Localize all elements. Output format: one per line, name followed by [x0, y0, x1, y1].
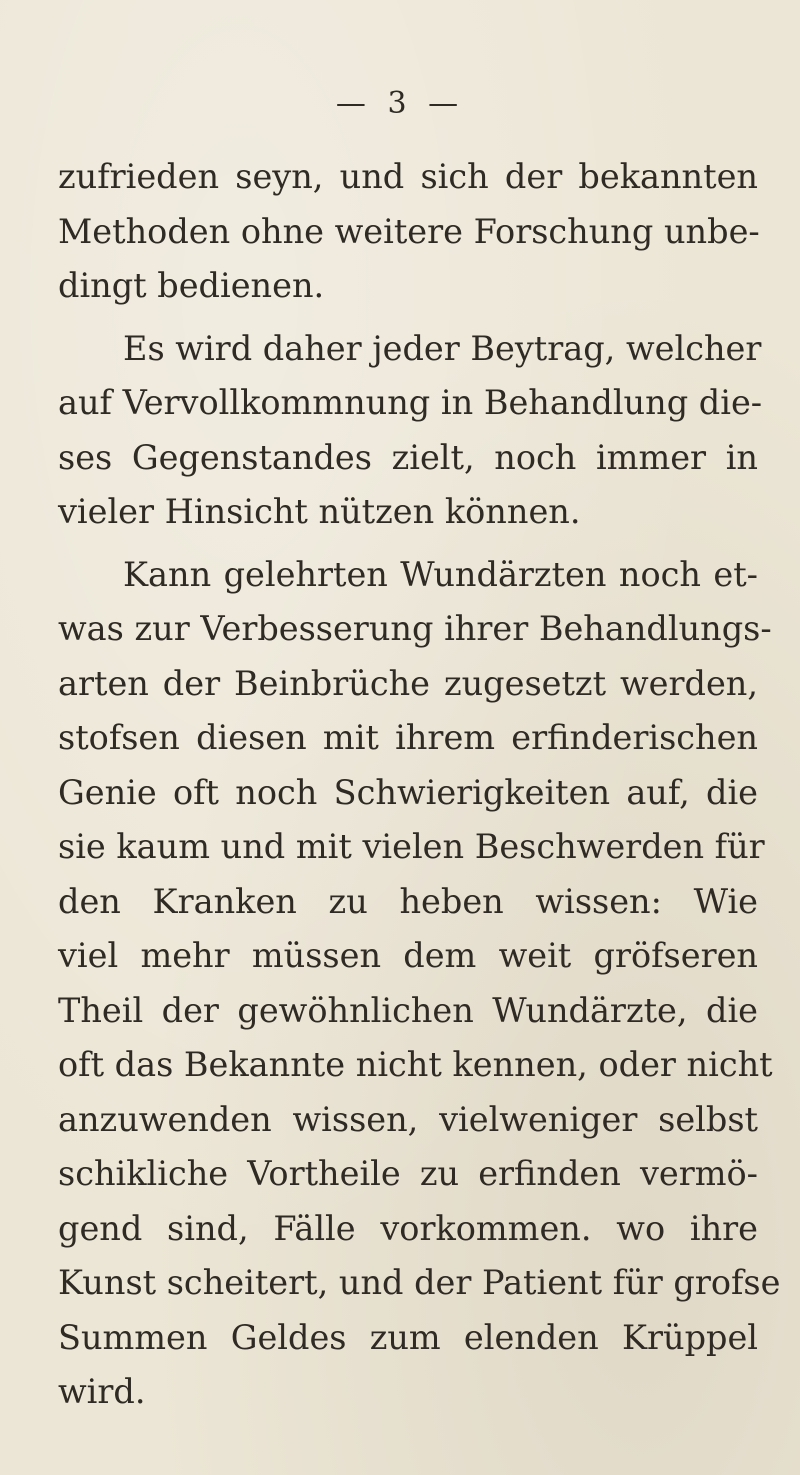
text-line: Theil der gewöhnlichen Wundärzte, die	[58, 990, 758, 1030]
text-line: gend sind, Fälle vorkommen. wo ihre	[58, 1208, 758, 1248]
text-line: sie kaum und mit vielen Beschwerden für	[58, 827, 765, 866]
text-line: stofsen diesen mit ihrem erfinderischen	[58, 718, 758, 757]
text-line: anzuwenden wissen, vielweniger selbst	[58, 1099, 758, 1139]
text-line: zufrieden seyn, und sich der bekannten	[58, 157, 758, 196]
text-line: wird.	[58, 1372, 146, 1411]
paragraph-3	[58, 548, 781, 1420]
paragraph-2	[58, 322, 763, 540]
text-line: was zur Verbesserung ihrer Behandlungs-	[58, 609, 772, 648]
text-line: arten der Beinbrüche zugesetzt werden,	[58, 663, 758, 703]
page-number: — 3 —	[335, 86, 465, 121]
paragraph-1	[58, 150, 758, 314]
text-line: oft das Bekannte nicht kennen, oder nicht	[58, 1045, 773, 1084]
body-text	[58, 150, 781, 1420]
text-line: Genie oft noch Schwierigkeiten auf, die	[58, 772, 758, 812]
text-line: Methoden ohne weitere Forschung unbe-	[58, 211, 760, 251]
text-line: auf Vervollkommnung in Behandlung die-	[58, 383, 763, 422]
text-line: ses Gegenstandes zielt, noch immer in	[58, 437, 758, 477]
text-line: vieler Hinsicht nützen können.	[58, 492, 581, 531]
text-line: Es wird daher jeder Beytrag, welcher	[123, 328, 762, 368]
text-line: Summen Geldes zum elenden Krüppel	[58, 1317, 758, 1357]
text-line: Kann gelehrten Wundärzten noch et-	[123, 554, 758, 594]
text-line: viel mehr müssen dem weit gröfseren	[58, 936, 758, 975]
text-line: dingt bedienen.	[58, 266, 325, 305]
text-line: den Kranken zu heben wissen: Wie	[58, 881, 758, 921]
text-line: Kunst scheitert, und der Patient für grofse	[58, 1263, 781, 1302]
text-line: schikliche Vortheile zu erfinden vermö-	[58, 1154, 758, 1193]
